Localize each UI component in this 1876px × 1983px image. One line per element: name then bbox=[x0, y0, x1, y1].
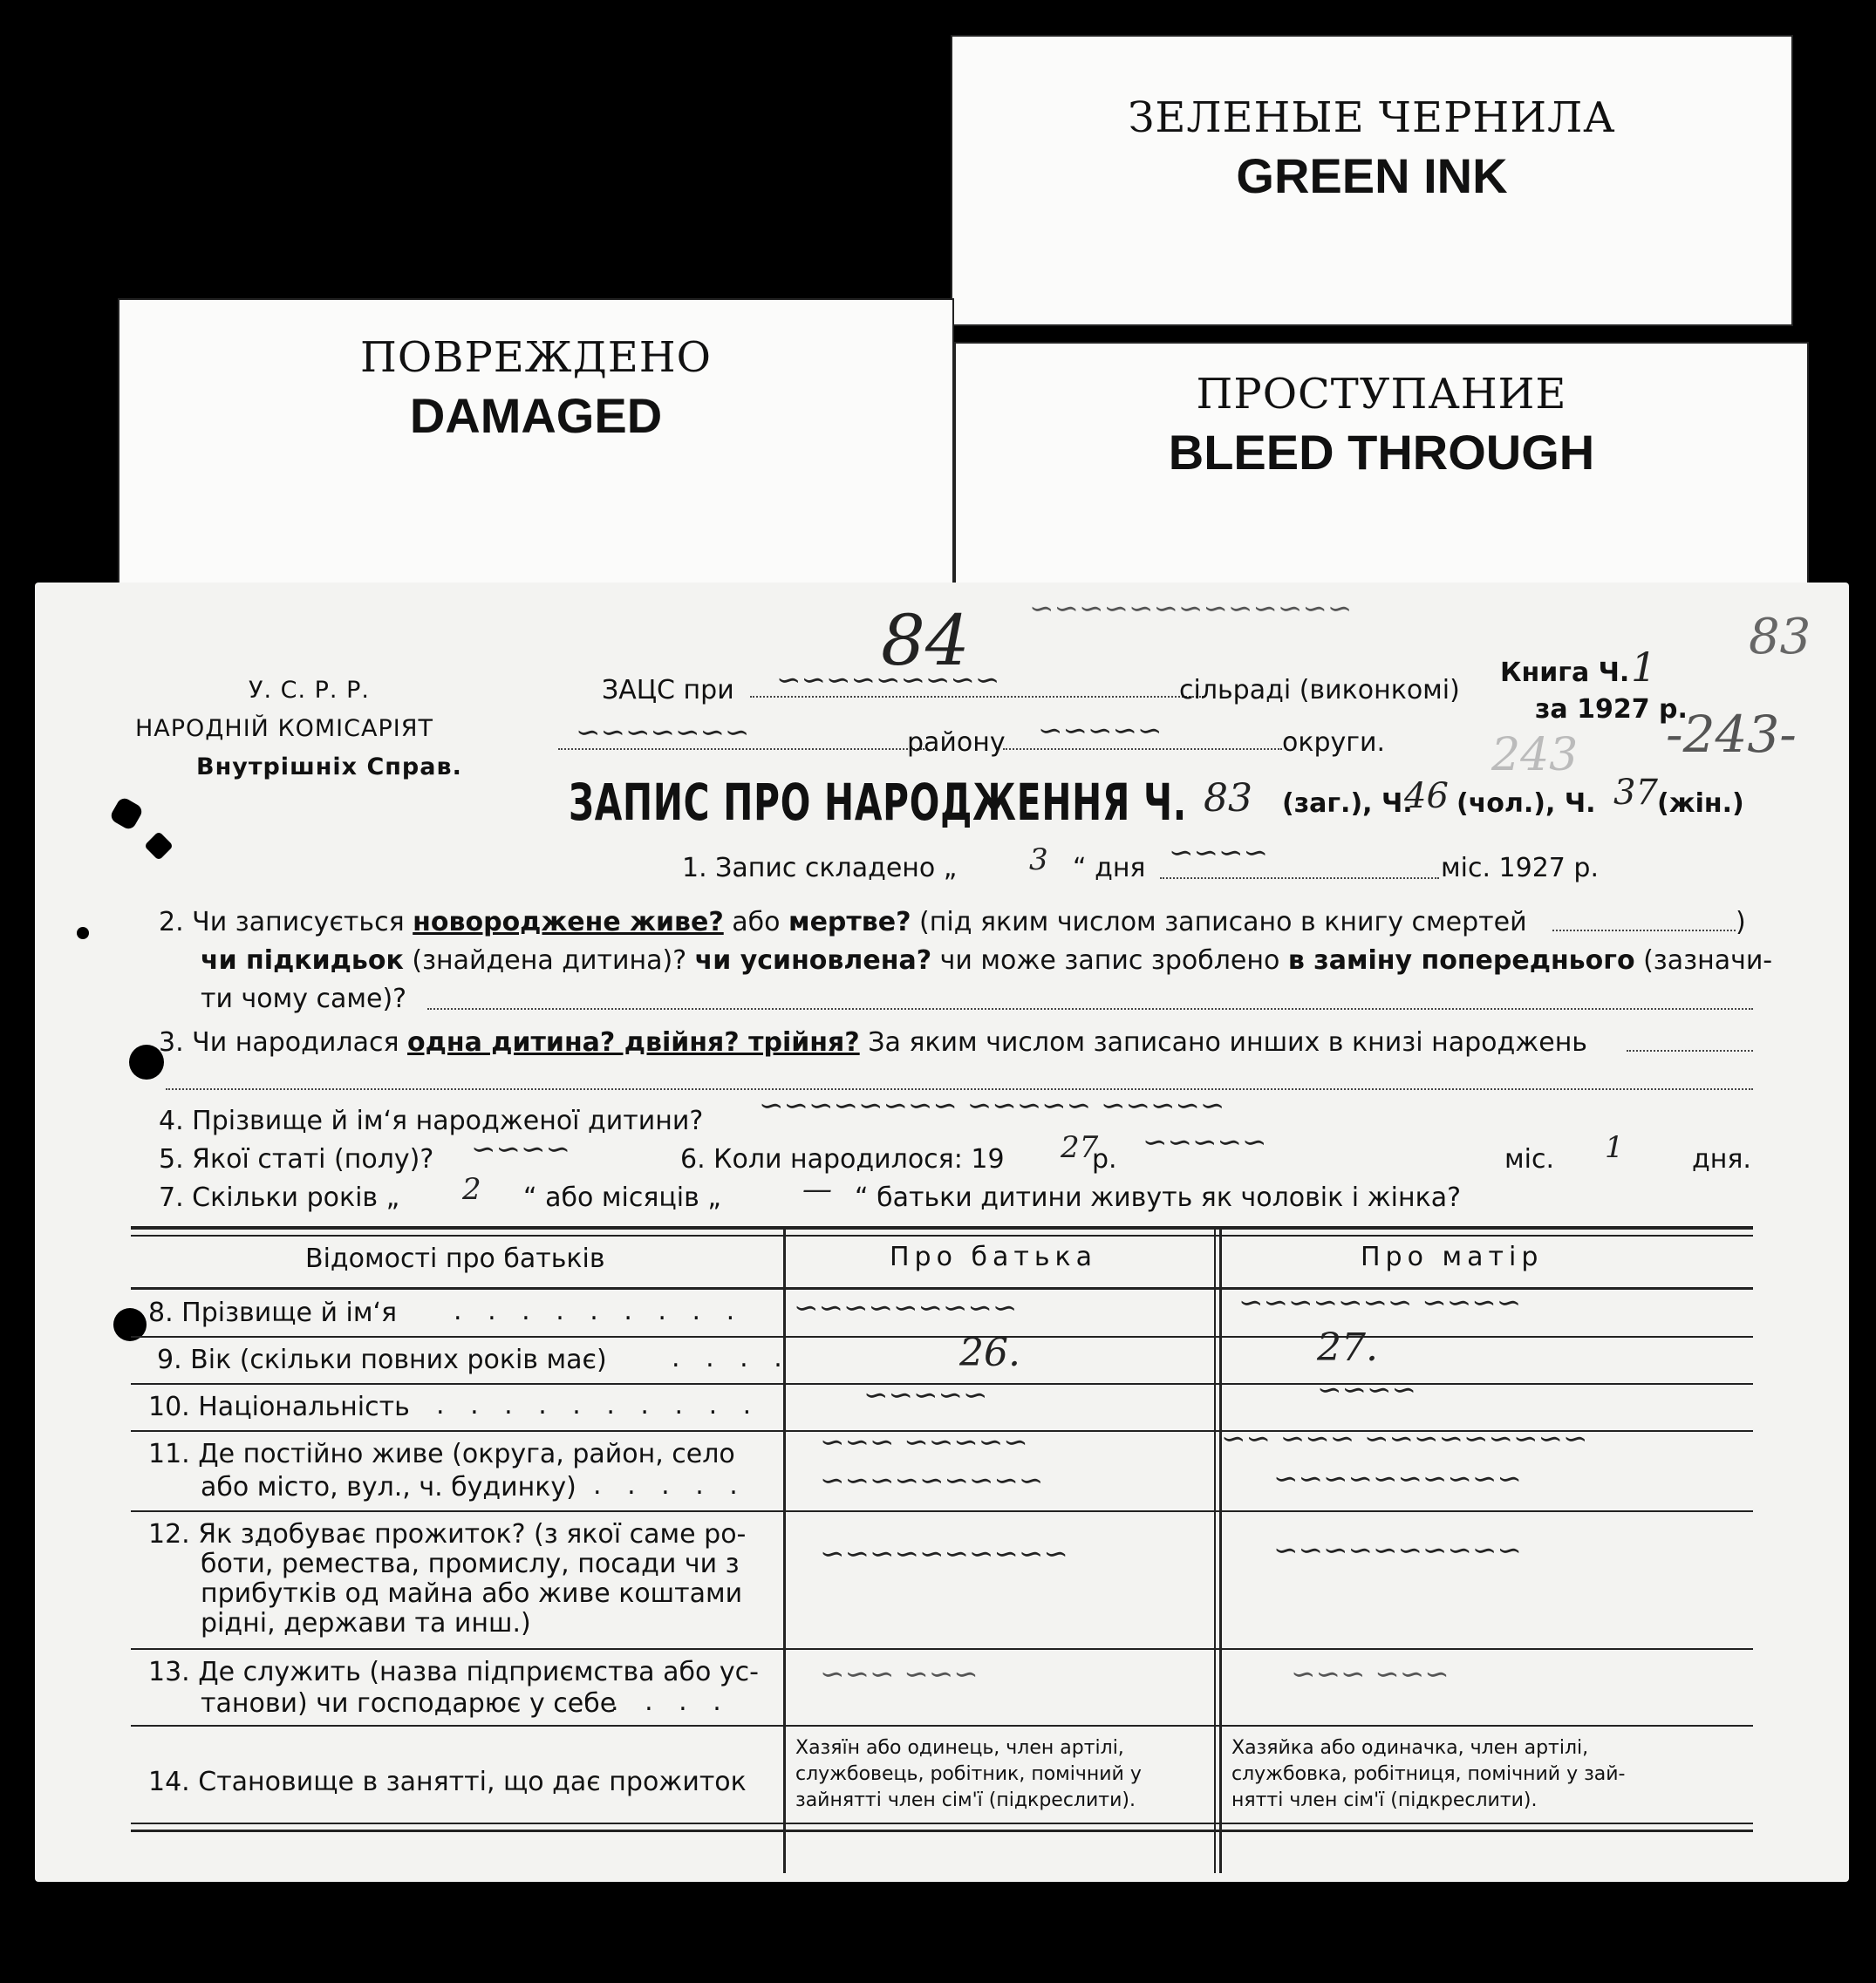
zag-label: (заг.), Ч. bbox=[1282, 788, 1413, 819]
org-commissariat: НАРОДНІЙ КОМІСАРІЯТ bbox=[135, 715, 433, 742]
damaged-ru: ПОВРЕЖДЕНО bbox=[359, 333, 713, 382]
row-12-label-4: рідні, держави та инш.) bbox=[201, 1608, 531, 1639]
row-13-father-handwritten: ∽∽∽ ∽∽∽ bbox=[820, 1657, 979, 1692]
row-10-dots: . . . . . . . . . . bbox=[436, 1390, 761, 1421]
q6-r: р. bbox=[1092, 1144, 1117, 1175]
q2-line1: 2. Чи записується новороджене живе? або мертве? (під яким числом записано в книгу смертей bbox=[159, 907, 1527, 937]
row-11-label-2: або місто, вул., ч. будинку) bbox=[201, 1472, 576, 1503]
damage-mark bbox=[144, 831, 174, 861]
top-number: 84 bbox=[881, 600, 970, 681]
row-10-mother-handwritten: ∽∽∽∽ bbox=[1317, 1373, 1416, 1407]
bleed-en: BLEED THROUGH bbox=[1168, 425, 1595, 480]
row-9-dots: . . . . bbox=[672, 1343, 791, 1373]
q6-day: 1 bbox=[1605, 1130, 1624, 1165]
q3-line-a bbox=[1627, 1050, 1753, 1052]
row-11-father-handwritten-2: ∽∽∽∽∽∽∽∽∽ bbox=[820, 1463, 1044, 1498]
row-9-father-age: 26. bbox=[959, 1331, 1020, 1375]
record-title: ЗАПИС ПРО НАРОДЖЕННЯ Ч. bbox=[569, 773, 1188, 832]
green-ink-ru: ЗЕЛЕНЫЕ ЧЕРНИЛА bbox=[1128, 93, 1616, 142]
row-12-mother-handwritten: ∽∽∽∽∽∽∽∽∽∽ bbox=[1273, 1533, 1522, 1568]
row-12-label-2: боти, ремества, промислу, посади чи з bbox=[201, 1549, 740, 1579]
q3-text: 3. Чи народилася одна дитина? двійня? трійня? За яким числом записано инших в книзі народжень bbox=[159, 1027, 1587, 1058]
q7-text-c: “ батьки дитини живуть як чоловік і жінка? bbox=[855, 1182, 1462, 1213]
chol-number: 46 bbox=[1404, 776, 1449, 816]
row-14-mother-note: Хазяйка або одиначка, член артілі, службовка, робітниця, помічний у зай- нятті член сім'ї (підкреслити). bbox=[1231, 1737, 1626, 1811]
row-14-label: 14. Становище в занятті, що дає прожиток bbox=[148, 1767, 747, 1797]
zhin-number: 37 bbox=[1613, 773, 1658, 813]
q4-text: 4. Прізвище й ім‘я народженої дитини? bbox=[159, 1106, 704, 1136]
row-10-label: 10. Національність bbox=[148, 1392, 410, 1422]
bleed-ru: ПРОСТУПАНИЕ bbox=[1196, 370, 1567, 419]
q2-answer-line bbox=[427, 1008, 1753, 1010]
row-13-dots: . . . . bbox=[611, 1687, 730, 1717]
row-11-mother-handwritten-2: ∽∽∽∽∽∽∽∽∽∽ bbox=[1273, 1462, 1522, 1496]
row-8-label: 8. Прізвище й ім‘я bbox=[148, 1298, 398, 1328]
q2-line2: чи підкидьок (знайдена дитина)? чи усиновлена? чи може запис зроблено в заміну попереднього (зазначи- bbox=[201, 945, 1773, 976]
year-label: за 1927 р. bbox=[1535, 694, 1688, 725]
row-12-label-3: прибутків од майна або живе коштами bbox=[201, 1578, 743, 1609]
okrug-handwritten: ∽∽∽∽∽ bbox=[1038, 713, 1163, 748]
row-10-father-handwritten: ∽∽∽∽∽ bbox=[863, 1378, 988, 1413]
okrugy-label: округи. bbox=[1282, 727, 1386, 758]
org-ussr: У. С. Р. Р. bbox=[249, 677, 370, 704]
row-rule bbox=[131, 1823, 1753, 1824]
margin-number-83: 83 bbox=[1749, 609, 1811, 665]
damaged-card bbox=[118, 298, 954, 598]
org-internal-affairs: Внутрішніх Справ. bbox=[196, 753, 462, 780]
chol-label: (чол.), Ч. bbox=[1456, 788, 1596, 819]
q2-close-paren: ) bbox=[1736, 907, 1746, 937]
row-rule bbox=[131, 1510, 1753, 1512]
q6-year: 27 bbox=[1061, 1130, 1099, 1165]
q7-text-a: 7. Скільки років „ bbox=[159, 1182, 400, 1213]
margin-number-243: -243- bbox=[1666, 705, 1797, 764]
record-number: 83 bbox=[1204, 776, 1252, 821]
silradi-label: сільраді (виконкомі) bbox=[1179, 675, 1460, 705]
table-bottom-rule bbox=[131, 1830, 1753, 1832]
green-ink-en: GREEN INK bbox=[1236, 148, 1508, 203]
col-divider-2b bbox=[1214, 1228, 1216, 1873]
q6-dnya: дня. bbox=[1692, 1144, 1751, 1175]
q7-months: — bbox=[802, 1172, 832, 1207]
row-12-father-handwritten: ∽∽∽∽∽∽∽∽∽∽ bbox=[820, 1537, 1068, 1571]
q1-month-handwritten: ∽∽∽∽ bbox=[1169, 835, 1268, 870]
zacs-label: ЗАЦС при bbox=[602, 675, 734, 705]
q1-day: 3 bbox=[1029, 842, 1048, 877]
row-12-label: 12. Як здобуває прожиток? (з якої саме ро- bbox=[148, 1519, 747, 1550]
okrug-line bbox=[1003, 748, 1282, 750]
table-header-parents: Відомості про батьків bbox=[305, 1244, 605, 1274]
q6-mis: міс. bbox=[1504, 1144, 1554, 1175]
row-13-mother-handwritten: ∽∽∽ ∽∽∽ bbox=[1291, 1657, 1450, 1692]
row-8-dots: . . . . . . . . . bbox=[454, 1296, 744, 1326]
row-11-dots: . . . . . bbox=[593, 1470, 747, 1501]
knyha-number: 1 bbox=[1631, 644, 1657, 691]
q2-line3: ти чому саме)? bbox=[201, 984, 407, 1014]
raionu-label: району bbox=[907, 727, 1006, 758]
row-11-label: 11. Де постійно живе (округа, район, село bbox=[148, 1439, 735, 1469]
raion-handwritten: ∽∽∽∽∽∽∽ bbox=[576, 715, 750, 750]
row-rule bbox=[131, 1336, 1753, 1338]
col-divider-1 bbox=[783, 1228, 786, 1873]
row-13-label-2: танови) чи господарює у себе bbox=[201, 1688, 617, 1719]
q1-text: 1. Запис складено „ bbox=[682, 853, 958, 883]
bleed-through-card bbox=[954, 342, 1809, 607]
margin-number-243-faint: 243 bbox=[1491, 729, 1579, 781]
birth-record-form bbox=[35, 583, 1849, 1882]
q5-text: 5. Якої статі (полу)? bbox=[159, 1144, 434, 1175]
punch-hole bbox=[77, 927, 89, 939]
row-11-mother-handwritten-1: ∽∽ ∽∽∽ ∽∽∽∽∽∽∽∽∽ bbox=[1221, 1421, 1588, 1456]
row-13-label: 13. Де служить (назва підприємства або ус- bbox=[148, 1657, 759, 1687]
table-header-mother: Про матір bbox=[1361, 1242, 1544, 1272]
green-ink-card bbox=[951, 35, 1793, 326]
row-rule bbox=[131, 1725, 1753, 1727]
row-8-father-handwritten: ∽∽∽∽∽∽∽∽∽ bbox=[794, 1291, 1018, 1325]
knyha-label: Книга Ч. bbox=[1500, 658, 1630, 688]
zhin-label: (жін.) bbox=[1657, 788, 1744, 819]
q6-month-handwritten: ∽∽∽∽∽ bbox=[1143, 1125, 1267, 1160]
q6-text: 6. Коли народилося: 19 bbox=[680, 1144, 1005, 1175]
damaged-en: DAMAGED bbox=[409, 388, 663, 443]
q5-handwritten: ∽∽∽∽ bbox=[471, 1132, 570, 1167]
row-14-father-note: Хазяїн або одинець, член артілі, службовець, робітник, помічний у зайнятті член сім'ї (підкреслити). bbox=[795, 1737, 1142, 1811]
table-top-rule bbox=[131, 1226, 1753, 1230]
q1-mis: міс. 1927 р. bbox=[1441, 853, 1599, 883]
top-handwritten-note: ∽∽∽∽∽∽∽∽∽∽∽∽∽ bbox=[1029, 591, 1353, 626]
row-9-label: 9. Вік (скільки повних років має) bbox=[157, 1345, 607, 1375]
col-divider-2 bbox=[1219, 1228, 1222, 1873]
row-9-mother-age: 27. bbox=[1317, 1325, 1378, 1370]
row-rule bbox=[131, 1648, 1753, 1650]
q2-line-dots bbox=[1552, 930, 1736, 931]
q7-text-b: “ або місяців „ bbox=[523, 1182, 721, 1213]
row-8-mother-handwritten: ∽∽∽∽∽∽∽ ∽∽∽∽ bbox=[1238, 1285, 1522, 1320]
zacs-handwritten: ∽∽∽∽∽∽∽∽∽ bbox=[776, 663, 1000, 698]
row-11-father-handwritten-1: ∽∽∽ ∽∽∽∽∽ bbox=[820, 1425, 1028, 1460]
table-top-rule-2 bbox=[131, 1235, 1753, 1237]
q4-handwritten: ∽∽∽∽∽∽∽∽ ∽∽∽∽∽ ∽∽∽∽∽ bbox=[759, 1088, 1225, 1123]
damage-mark bbox=[109, 796, 145, 832]
q1-dnya: “ дня bbox=[1073, 853, 1146, 883]
q1-month-line bbox=[1160, 877, 1439, 879]
table-header-father: Про батька bbox=[890, 1242, 1098, 1272]
q7-years: 2 bbox=[462, 1172, 481, 1207]
